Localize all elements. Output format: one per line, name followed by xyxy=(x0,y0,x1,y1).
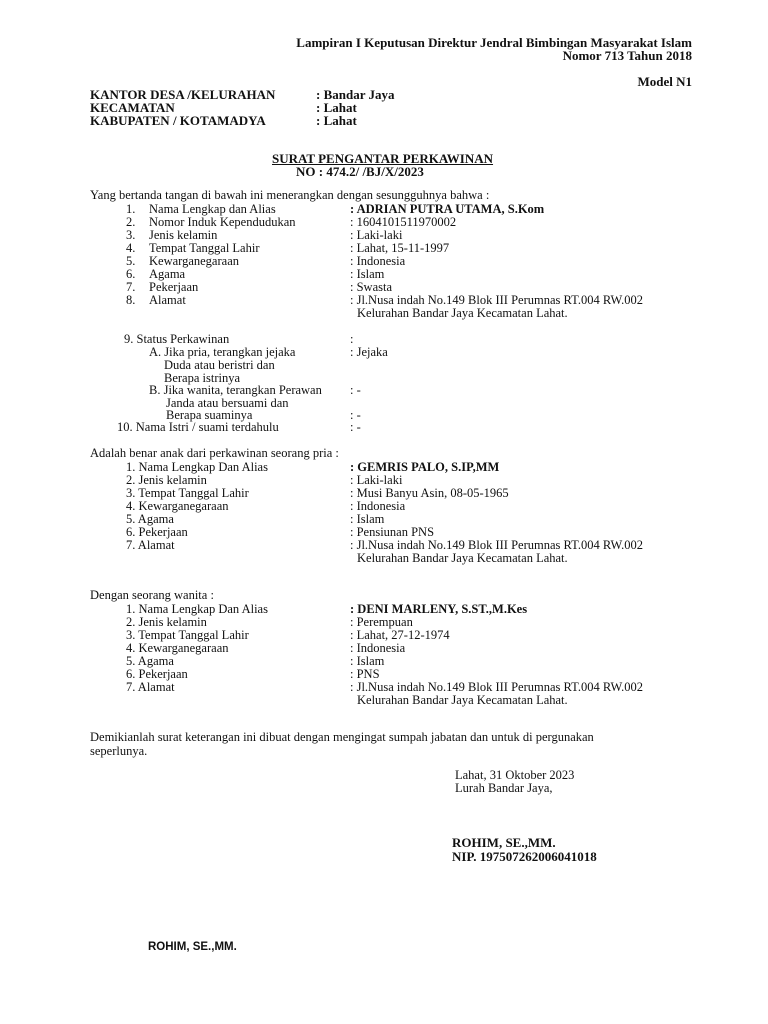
office-value-desa: : Bandar Jaya xyxy=(316,87,395,102)
person-field-num: 6. xyxy=(126,267,136,281)
signature-role: Lurah Bandar Jaya, xyxy=(455,781,553,795)
father-field-value: : GEMRIS PALO, S.IP,MM xyxy=(350,460,500,474)
letter-title: SURAT PENGANTAR PERKAWINAN xyxy=(272,151,494,166)
status-b-sub2: Berapa suaminya xyxy=(166,408,253,422)
intro-text: Yang bertanda tangan di bawah ini menerangkan dengan sesungguhnya bahwa : xyxy=(90,188,490,202)
person-field-label: Nomor Induk Kependudukan xyxy=(149,215,296,229)
previous-spouse-label: 10. Nama Istri / suami terdahulu xyxy=(117,420,279,434)
status-label: 9. Status Perkawinan xyxy=(124,332,230,346)
father-field-value: : Jl.Nusa indah No.149 Blok III Perumnas RT.004 RW.002 xyxy=(350,538,643,552)
person-field-value: : Jl.Nusa indah No.149 Blok III Perumnas RT.004 RW.002 xyxy=(350,293,643,307)
father-field-label: 3. Tempat Tanggal Lahir xyxy=(126,486,249,500)
person-field-num: 8. xyxy=(126,293,136,307)
person-field-num: 4. xyxy=(126,241,136,255)
decree-number: Nomor 713 Tahun 2018 xyxy=(562,48,692,63)
status-b-sub2-value: : - xyxy=(350,408,361,422)
person-field-label: Pekerjaan xyxy=(149,280,199,294)
mother-intro: Dengan seorang wanita : xyxy=(90,588,214,602)
father-field-label: 1. Nama Lengkap Dan Alias xyxy=(126,460,268,474)
signatory-name: ROHIM, SE.,MM. xyxy=(452,835,556,850)
closing-line1: Demikianlah surat keterangan ini dibuat dengan mengingat sumpah jabatan dan untuk di pergunakan xyxy=(90,730,594,744)
person-field-value: : ADRIAN PUTRA UTAMA, S.Kom xyxy=(350,202,545,216)
person-field-label: Tempat Tanggal Lahir xyxy=(149,241,260,255)
person-field-value: : 1604101511970002 xyxy=(350,215,457,229)
closing-line2: seperlunya. xyxy=(90,744,148,758)
status-b-sub1: Janda atau bersuami dan xyxy=(166,396,289,410)
father-field-value: : Pensiunan PNS xyxy=(350,525,435,539)
father-field-label: 5. Agama xyxy=(126,512,174,526)
father-intro: Adalah benar anak dari perkawinan seorang pria : xyxy=(90,446,339,460)
status-a-value: : Jejaka xyxy=(350,345,388,359)
mother-field-value: : DENI MARLENY, S.ST.,M.Kes xyxy=(350,602,528,616)
status-b-label: B. Jika wanita, terangkan Perawan xyxy=(149,383,322,397)
status-colon: : xyxy=(350,332,354,346)
person-field-num: 3. xyxy=(126,228,136,242)
father-field-label: 4. Kewarganegaraan xyxy=(126,499,229,513)
mother-field-value: : PNS xyxy=(350,667,380,681)
mother-address-line2: Kelurahan Bandar Jaya Kecamatan Lahat. xyxy=(357,693,568,707)
mother-field-label: 4. Kewarganegaraan xyxy=(126,641,229,655)
mother-field-label: 1. Nama Lengkap Dan Alias xyxy=(126,602,268,616)
person-field-label: Jenis kelamin xyxy=(149,228,218,242)
person-field-label: Kewarganegaraan xyxy=(149,254,239,268)
mother-field-label: 7. Alamat xyxy=(126,680,175,694)
mother-field-label: 5. Agama xyxy=(126,654,174,668)
person-field-value: : Lahat, 15-11-1997 xyxy=(350,241,450,255)
person-field-label: Alamat xyxy=(149,293,186,307)
mother-field-value: : Islam xyxy=(350,654,385,668)
office-label-desa: KANTOR DESA /KELURAHAN xyxy=(90,87,276,102)
father-field-value: : Indonesia xyxy=(350,499,406,513)
signature-place-date: Lahat, 31 Oktober 2023 xyxy=(455,768,575,782)
father-field-label: 6. Pekerjaan xyxy=(126,525,188,539)
model-label: Model N1 xyxy=(637,74,692,89)
person-field-value: : Swasta xyxy=(350,280,393,294)
father-field-label: 7. Alamat xyxy=(126,538,175,552)
person-field-num: 2. xyxy=(126,215,136,229)
office-value-kecamatan: : Lahat xyxy=(316,100,357,115)
signatory-nip: NIP. 197507262006041018 xyxy=(452,849,597,864)
father-field-value: : Musi Banyu Asin, 08-05-1965 xyxy=(350,486,509,500)
status-a-sub2: Berapa istrinya xyxy=(164,371,241,385)
footer-name: ROHIM, SE.,MM. xyxy=(148,941,237,953)
person-field-value: : Indonesia xyxy=(350,254,406,268)
father-field-label: 2. Jenis kelamin xyxy=(126,473,207,487)
mother-field-label: 6. Pekerjaan xyxy=(126,667,188,681)
person-address-line2: Kelurahan Bandar Jaya Kecamatan Lahat. xyxy=(357,306,568,320)
father-field-value: : Islam xyxy=(350,512,385,526)
mother-field-label: 2. Jenis kelamin xyxy=(126,615,207,629)
mother-field-value: : Jl.Nusa indah No.149 Blok III Perumnas RT.004 RW.002 xyxy=(350,680,643,694)
letter-number: NO : 474.2/ /BJ/X/2023 xyxy=(296,164,424,179)
person-field-num: 5. xyxy=(126,254,136,268)
father-field-value: : Laki-laki xyxy=(350,473,403,487)
person-field-value: : Laki-laki xyxy=(350,228,403,242)
status-a-sub1: Duda atau beristri dan xyxy=(164,358,275,372)
previous-spouse-value: : - xyxy=(350,420,361,434)
person-field-label: Agama xyxy=(149,267,186,281)
person-field-num: 1. xyxy=(126,202,136,216)
person-field-value: : Islam xyxy=(350,267,385,281)
office-label-kabupaten: KABUPATEN / KOTAMADYA xyxy=(90,113,266,128)
person-field-label: Nama Lengkap dan Alias xyxy=(149,202,276,216)
office-label-kecamatan: KECAMATAN xyxy=(90,100,175,115)
person-field-num: 7. xyxy=(126,280,136,294)
father-address-line2: Kelurahan Bandar Jaya Kecamatan Lahat. xyxy=(357,551,568,565)
mother-field-value: : Perempuan xyxy=(350,615,413,629)
office-value-kabupaten: : Lahat xyxy=(316,113,357,128)
decree-reference: Lampiran I Keputusan Direktur Jendral Bimbingan Masyarakat Islam xyxy=(296,35,692,50)
mother-field-value: : Lahat, 27-12-1974 xyxy=(350,628,450,642)
mother-field-label: 3. Tempat Tanggal Lahir xyxy=(126,628,249,642)
status-a-label: A. Jika pria, terangkan jejaka xyxy=(149,345,296,359)
mother-field-value: : Indonesia xyxy=(350,641,406,655)
status-b-value: : - xyxy=(350,383,361,397)
